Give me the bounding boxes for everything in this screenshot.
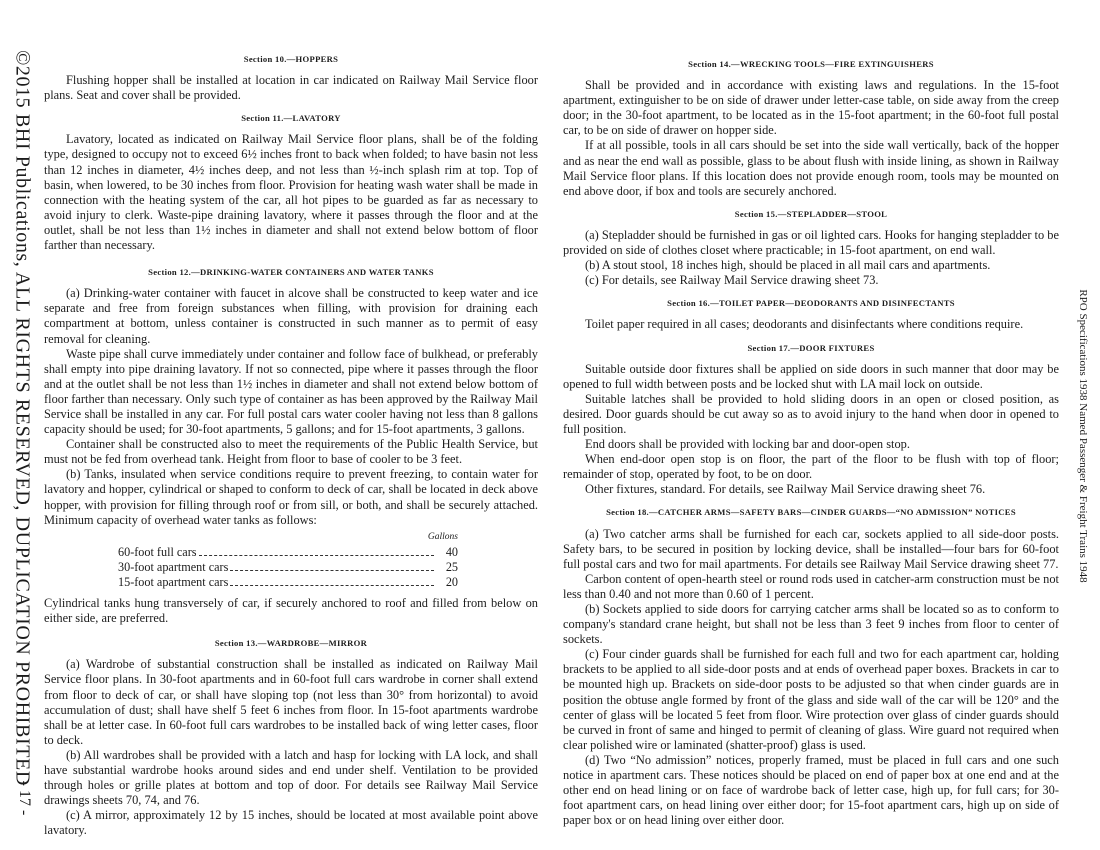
paragraph: Suitable latches shall be provided to hold sliding doors in an open or closed position, as desired. Door guards should be cut away so as to avoid injury to the hand when door in opened to full position. — [563, 391, 1059, 436]
paragraph: Suitable outside door fixtures shall be applied on side doors in such manner that door may be opened to full width between posts and be locked shut with LA mail lock on outside. — [563, 361, 1059, 391]
leader-dots — [199, 555, 434, 556]
leader-dots — [230, 585, 434, 586]
left-column — [44, 52, 538, 839]
row-label: 15-foot apartment cars — [118, 575, 229, 589]
section-heading: Section 18.—CATCHER ARMS—SAFETY BARS—CINDER GUARDS—“NO ADMISSION” NOTICES — [606, 507, 1016, 518]
paragraph: Flushing hopper shall be installed at location in car indicated on Railway Mail Service floor plans. Seat and cover shall be provided. — [44, 73, 538, 103]
paragraph: (d) Two “No admission” notices, properly framed, must be placed in full cars and one such notice in apartment cars. These notices should be placed on end of paper box at one end and at the other end on head lining or on face of wardrobe back of letter case, high up, for full cars; for 30-foot apartment cars, on head lining over either door; for 15-foot apartment cars, high up on side of paper box or on head lining over either door. — [563, 752, 1059, 828]
paragraph: (a) Stepladder should be furnished in gas or oil lighted cars. Hooks for hanging stepladder to be provided on side of clothes closet where practicable; in 15-foot apartment, on end wall. — [563, 227, 1059, 258]
table-row — [118, 560, 458, 575]
table-unit-label: Gallons — [427, 531, 458, 542]
paragraph: Lavatory, located as indicated on Railway Mail Service floor plans, shall be of the folding type, designed to occupy not to exceed 6½ inches front to back when folded; to have basin not less than 12 inches in diameter, 4½ inches deep, and not less than ½-inch splash rim at top. Top of basin, when lowered, to be 30 inches from floor. Provision for heating wash water shall be made in connection with the heating system of the car, all hot pipes to be guarded as far as necessary to avoid injury to clerk. Waste-pipe draining lavatory, where it passes through the floor and at the outlet, shall be not less than 1½ inches in diameter and shall not extend below bottom of floor farther than necessary. — [44, 132, 538, 253]
paragraph: Other fixtures, standard. For details, see Railway Mail Service drawing sheet 76. — [585, 482, 986, 497]
paragraph: Cylindrical tanks hung transversely of car, if securely anchored to roof and filled from below on either side, are preferred. — [44, 596, 538, 626]
paragraph: If at all possible, tools in all cars should be set into the side wall vertically, back of the hopper and as near the end wall as possible, glass to be about flush with inside lining, as shown in Railway Mail Service floor plans. If this location does not provide enough room, tools may be mounted on end above door, if box and tools are securely anchored. — [563, 138, 1059, 198]
right-margin-label: RPO Specifications 1938 Named Passenger & Freight Trains 1948 — [1077, 289, 1089, 583]
table-row — [118, 575, 458, 590]
section-heading: Section 14.—WRECKING TOOLS—FIRE EXTINGUISHERS — [688, 59, 934, 69]
leader-dots — [230, 570, 434, 571]
paragraph: (c) A mirror, approximately 12 by 15 inches, should be located at most available point above lavatory. — [44, 808, 538, 838]
section-heading: Section 12.—DRINKING-WATER CONTAINERS AND WATER TANKS — [148, 267, 434, 278]
row-label: 30-foot apartment cars — [118, 559, 229, 574]
right-margin — [1066, 0, 1100, 850]
paragraph: (b) All wardrobes shall be provided with a latch and hasp for locking with LA lock, and shall have substantial wardrobe hooks around sides and end under shelf. Ventilation to be provided through holes or grille plates at bottom and top of door. For details see Railway Mail Service drawings sheets 70, 74, and 76. — [44, 747, 538, 808]
paragraph: Shall be provided and in accordance with existing laws and regulations. In the 15-foot apartment, extinguisher to be on side of drawer under letter-case table, on side away from the creep door; in the 30-foot apartment, to be located as in the 15-foot apartment; in the 60-foot full postal car, to be on side of drawer on hopper side. — [563, 78, 1059, 138]
paragraph: (c) Four cinder guards shall be furnished for each full and two for each apartment car, holding brackets to be applied to all side-door posts and at ends of overhead paper boxes. Brackets in car to be mounted high up. Brackets on side-door posts to be adjusted so that when cinder guards are in position the obtuse angle formed by front of the glass and side wall of the car will be 120° and the center of glass will be located 5 feet from floor. Wire protection over glass of cinder guards should be curved in front of same and hinged to permit of cleaning of glass. Wire guard not required when clear polished wire or laminated (shatter-proof) glass is used. — [563, 647, 1059, 752]
tank-capacity-table — [118, 530, 458, 590]
section-heading: Section 15.—STEPLADDER—STOOL — [734, 208, 888, 219]
table-row — [118, 545, 458, 560]
section-heading: Section 10.—HOPPERS — [243, 54, 339, 64]
paragraph: (c) For details, see Railway Mail Service drawing sheet 73. — [585, 273, 879, 288]
paragraph: When end-door open stop is on floor, the part of the floor to be flush with top of floor; remainder of stop, operated by foot, to be on door. — [563, 452, 1059, 482]
row-value: 25 — [445, 559, 458, 574]
paragraph: (b) Sockets applied to side doors for carrying catcher arms shall be located so as to conform to company's standard crane height, but shall not be less than 3 feet 9 inches from floor to center of sockets. — [563, 602, 1059, 647]
paragraph: (a) Two catcher arms shall be furnished for each car, sockets applied to all side-door posts. Safety bars, to be secured in position by locking device, shall be installed—four bars for 60-foot full postal cars and two for mail apartments. For details see Railway Mail Service drawing sheet 77. — [563, 526, 1059, 571]
paragraph: End doors shall be provided with locking bar and door-open stop. — [585, 437, 910, 452]
page-number: - 17 - — [16, 780, 33, 816]
row-value: 40 — [445, 544, 458, 559]
paragraph: (a) Drinking-water container with faucet in alcove shall be constructed to keep water and ice separate and free from foreign substances when filling, with provision for draining each compartment at bottom, unless container is constructed in such manner as to permit of easy removal for cleaning. — [44, 286, 538, 346]
left-margin — [4, 0, 40, 850]
paragraph: Container shall be constructed also to meet the requirements of the Public Health Service, but must not be fed from overhead tank. Height from floor to base of cooler to be 3 feet. — [44, 437, 538, 467]
paragraph: Waste pipe shall curve immediately under container and follow face of bulkhead, or preferably shall empty into pipe draining lavatory. If not so connected, pipe where it passes through the floor and at the outlet shall be not less than 1½ inches in diameter and shall not extend below bottom of floor farther than necessary. Only such type of container as has been approved by the Railway Mail Service shall be installed in any car. For full postal cars water cooler having not less than 8 gallons capacity should be used; for 30-foot apartments, 5 gallons; and for 15-foot apartments, 3 gallons. — [44, 346, 538, 437]
row-value: 20 — [445, 575, 458, 589]
section-heading: Section 13.—WARDROBE—MIRROR — [214, 638, 368, 649]
right-column — [563, 57, 1059, 828]
paragraph: (b) A stout stool, 18 inches high, should be placed in all mail cars and apartments. — [585, 258, 991, 273]
paragraph: (a) Wardrobe of substantial construction shall be installed as indicated on Railway Mail Service floor plans. In 30-foot apartments and in 60-foot full cars wardrobe in corner shall extend from floor to deck of car, or shall have sloping top (not less than 30° from horizontal) to avoid accumulation of dust; shall have shelf 5 feet 6 inches from floor. In 15-foot apartments wardrobe shall be at letter case. In 60-foot full cars wardrobes to be installed back of wing letter cases, floor to deck. — [44, 657, 538, 747]
section-heading: Section 16.—TOILET PAPER—DEODORANTS AND DISINFECTANTS — [667, 298, 955, 309]
section-heading: Section 17.—DOOR FIXTURES — [747, 342, 875, 353]
paragraph: Toilet paper required in all cases; deodorants and disinfectants where conditions require. — [585, 317, 1024, 332]
copyright-notice: ©2015 BHI Publications, ALL RIGHTS RESERVED, DUPLICATION PROHIBITED — [11, 50, 34, 786]
section-heading: Section 11.—LAVATORY — [241, 113, 341, 124]
paragraph: (b) Tanks, insulated when service conditions require to prevent freezing, to contain water for lavatory and hopper, cylindrical or shaped to conform to deck of car, shall be located in deck above hopper, with provision for filling through roof or from sill, or both, and shall be securely attached. Minimum capacity of overhead water tanks as follows: — [44, 467, 538, 527]
row-label: 60-foot full cars — [118, 544, 197, 559]
paragraph: Carbon content of open-hearth steel or round rods used in catcher-arm construction must be not less than 0.40 and not more than 0.60 of 1 percent. — [563, 571, 1059, 601]
